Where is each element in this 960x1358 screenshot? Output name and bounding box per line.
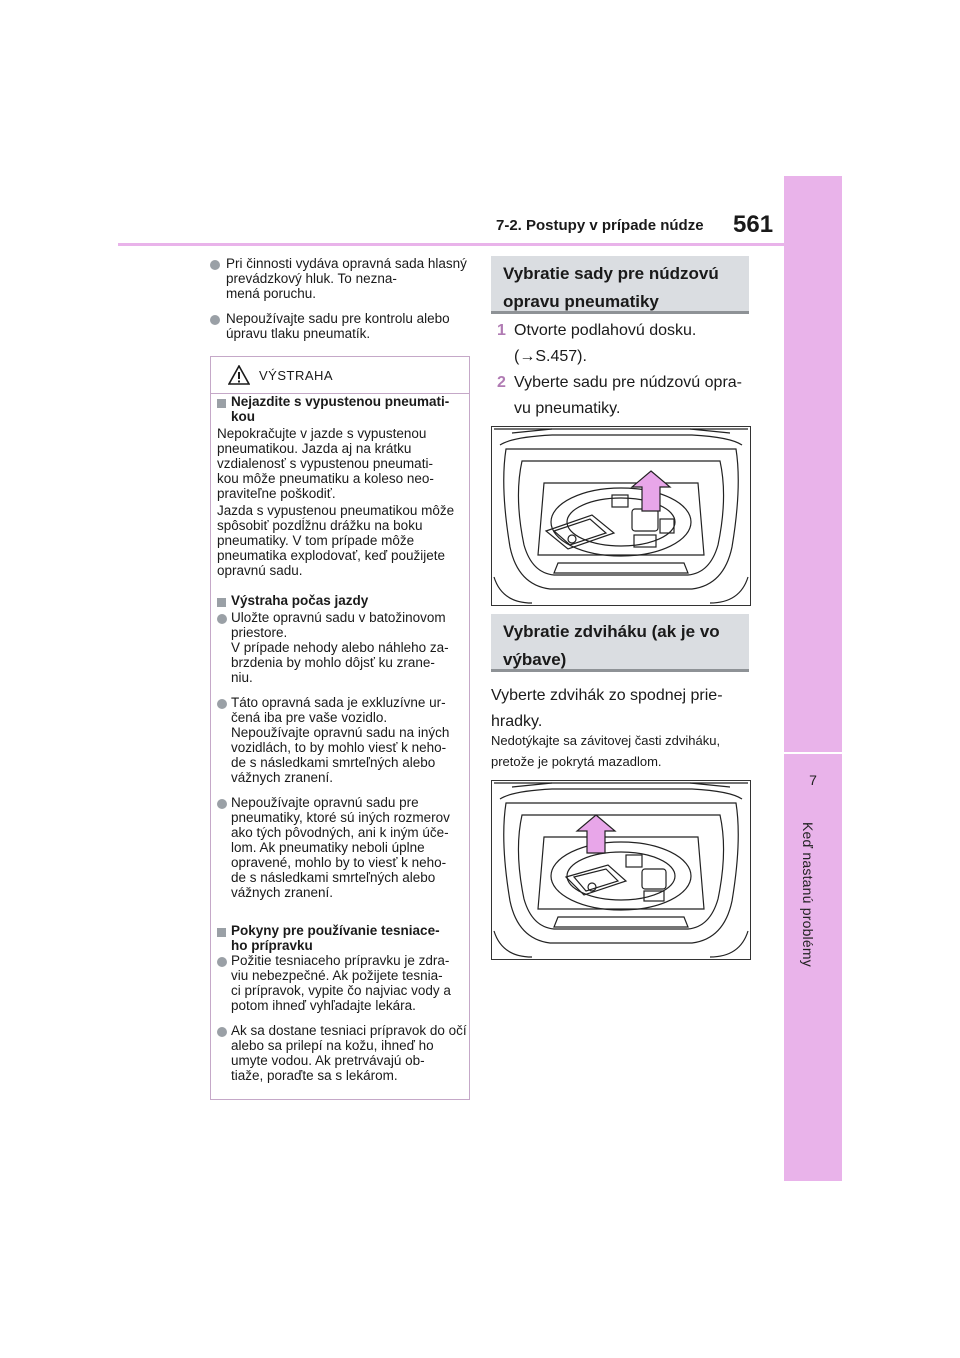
warning-paragraph: Nepokračujte v jazde s vypustenou pneumatikou. Jazda aj na krátku vzdialenosť s vypustenou pneumati- kou môže pneumatiku a koleso neo- praviteľne poškodiť. — [217, 426, 434, 501]
trunk-illustration-repair-kit — [491, 426, 751, 606]
bullet-icon — [217, 614, 227, 624]
bullet-icon — [210, 260, 220, 270]
intro-bullet-text: Pri činnosti vydáva opravná sada hlasný prevádzkový hluk. To nezna- mená poruchu. — [226, 256, 467, 301]
warning-label: VÝSTRAHA — [259, 368, 334, 383]
step-1 — [497, 318, 747, 370]
header-rule — [118, 243, 784, 246]
bullet-icon — [217, 699, 227, 709]
arrow-up-icon — [632, 471, 670, 511]
step-2 — [497, 370, 747, 422]
section-header: 7-2. Postupy v prípade núdze — [496, 217, 704, 234]
warning-triangle-icon — [228, 365, 250, 385]
page-number: 561 — [733, 211, 774, 238]
bullet-icon — [217, 957, 227, 967]
square-bullet-icon — [217, 399, 226, 408]
warning-bullet-text: Požitie tesniaceho prípravku je zdra- viu nebezpečné. Ak požijete tesnia- ci prípravok, vypite čo najviac vody a potom ihneď vyhľadajte lekára. — [231, 953, 451, 1013]
section-heading-text: Vybratie sady pre núdzovú opravu pneumatiky — [503, 264, 719, 311]
bullet-icon — [210, 315, 220, 325]
section-heading-repair-kit — [491, 256, 749, 314]
warning-section-title: Pokyny pre používanie tesniace- ho prípravku — [231, 923, 440, 953]
trunk-illustration — [492, 427, 750, 605]
intro-bullet-text: Nepoužívajte sadu pre kontrolu alebo úpravu tlaku pneumatík. — [226, 311, 450, 341]
square-bullet-icon — [217, 598, 226, 607]
side-tab-divider — [784, 752, 842, 754]
trunk-illustration — [492, 781, 750, 959]
warning-section-title: Nejazdite s vypustenou pneumati- kou — [231, 394, 450, 424]
bullet-icon — [217, 1027, 227, 1037]
warning-section — [217, 394, 467, 578]
warning-section — [217, 923, 467, 1083]
chapter-title: Keď nastanú problémy — [800, 822, 816, 967]
step-text: Vyberte sadu pre núdzovú opra- vu pneumatiky. — [514, 374, 742, 417]
step-text: Otvorte podlahovú dosku. — [514, 322, 697, 339]
bullet-icon — [217, 799, 227, 809]
step-number: 1 — [497, 322, 506, 339]
page-reference: (→S.457). — [514, 348, 587, 365]
square-bullet-icon — [217, 928, 226, 937]
intro-bullet — [210, 256, 468, 301]
warning-box — [210, 356, 470, 1100]
warning-section-title: Výstraha počas jazdy — [231, 593, 369, 608]
chapter-side-tab — [784, 176, 842, 1181]
warning-bullet-text: Ak sa dostane tesniaci prípravok do očí alebo sa prilepí na kožu, ihneď ho umyte vodou. Ak pretrvávajú ob- tiaže, poraďte sa s lekárom. — [231, 1023, 467, 1083]
chapter-number: 7 — [809, 772, 817, 788]
jack-note: Nedotýkajte sa závitovej časti zdviháku, pretože je pokrytá mazadlom. — [491, 733, 721, 769]
step-number: 2 — [497, 374, 506, 391]
jack-instruction: Vyberte zdvihák zo spodnej prie- hradky. — [491, 687, 723, 730]
warning-section — [217, 593, 467, 900]
warning-bullet-text: Táto opravná sada je exkluzívne ur- čená iba pre vaše vozidlo. Nepoužívajte opravnú sadu na iných vozidlách, to by mohlo viesť k neho- de s následkami smrteľných alebo vážnych zranení. — [231, 695, 450, 785]
warning-bullet-text: Nepoužívajte opravnú sadu pre pneumatiky, ktoré sú iných rozmerov ako tých pôvodných, ani k iným úče- lom. Ak pneumatiky neboli úplne opravené, mohlo by to viesť k neho- de s následkami smrteľných alebo vážnych zranení. — [231, 795, 450, 900]
warning-paragraph: Jazda s vypustenou pneumatikou môže spôsobiť pozdĺžnu drážku na boku pneumatiky. V tom prípade môže pneumatika explodovať, keď použijete opravnú sadu. — [217, 503, 455, 578]
section-heading-text: Vybratie zdviháku (ak je vo výbave) — [503, 622, 720, 669]
warning-bullet-text: Uložte opravnú sadu v batožinovom priestore. V prípade nehody alebo náhleho za- brzdenia by mohlo dôjsť ku zrane- niu. — [231, 610, 449, 685]
intro-bullet — [210, 311, 468, 341]
trunk-illustration-jack — [491, 780, 751, 960]
section-heading-jack — [491, 614, 749, 672]
warning-header — [211, 357, 469, 394]
